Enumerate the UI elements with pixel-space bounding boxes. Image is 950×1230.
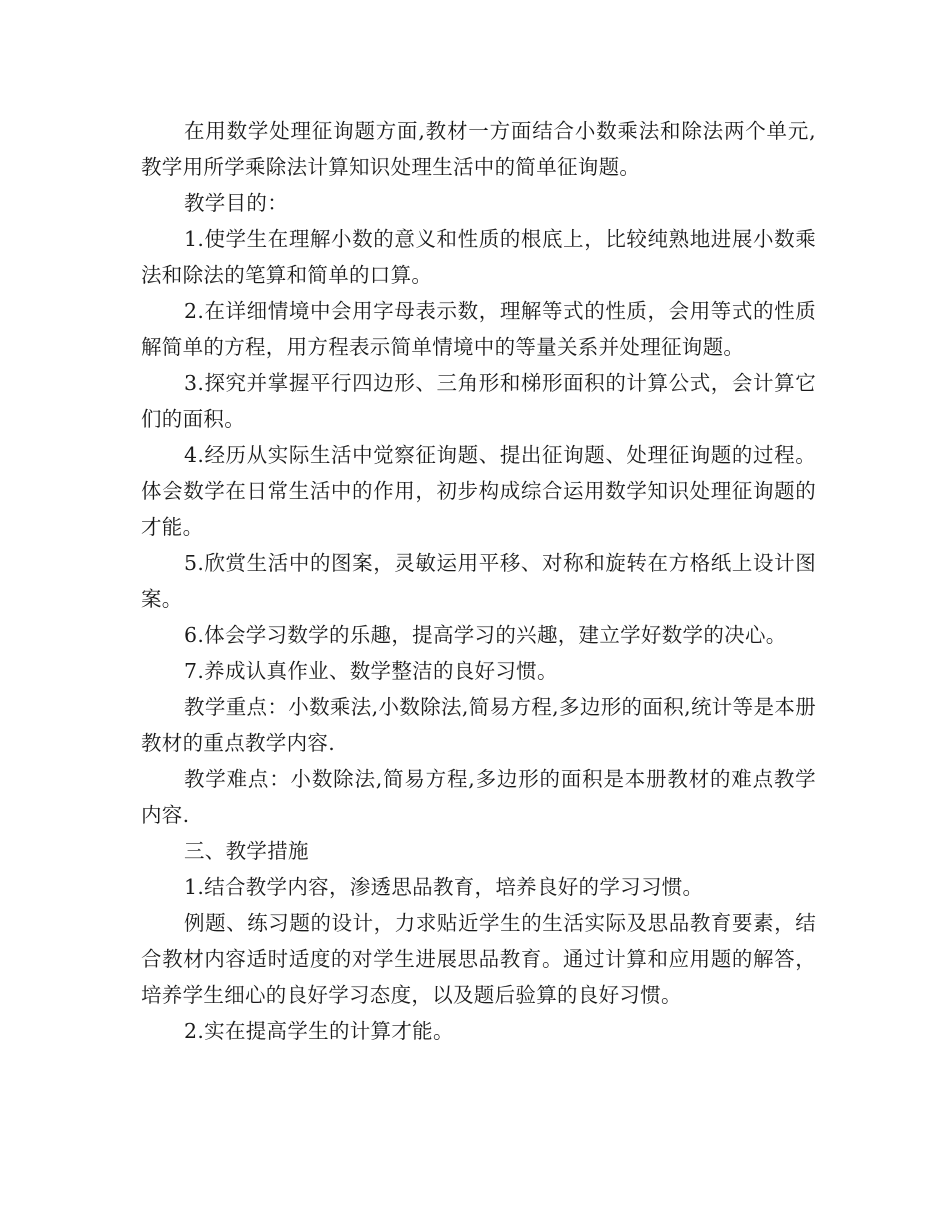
paragraph-intro: 在用数学处理征询题方面,教材一方面结合小数乘法和除法两个单元,教学用所学乘除法计算知识处理生活中的简单征询题。 — [141, 119, 816, 179]
paragraph-measure-2: 2.实在提高学生的计算才能。 — [184, 1019, 454, 1043]
paragraph-objective-3: 3.探究并掌握平行四边形、三角形和梯形面积的计算公式，会计算它们的面积。 — [141, 371, 816, 431]
paragraph-objectives-heading: 教学目的： — [184, 191, 288, 215]
paragraph-objective-4: 4.经历从实际生活中觉察征询题、提出征询题、处理征询题的过程。体会数学在日常生活中的作用，初步构成综合运用数学知识处理征询题的才能。 — [141, 443, 816, 539]
document-body — [141, 113, 816, 1049]
paragraph-objective-2: 2.在详细情境中会用字母表示数，理解等式的性质，会用等式的性质解简单的方程，用方程表示简单情境中的等量关系并处理征询题。 — [141, 299, 816, 359]
paragraph-objective-1: 1.使学生在理解小数的意义和性质的根底上，比较纯熟地进展小数乘法和除法的笔算和简单的口算。 — [141, 227, 816, 287]
paragraph-measure-1: 1.结合教学内容，渗透思品教育，培养良好的学习习惯。 — [184, 875, 704, 899]
paragraph-key-points: 教学重点：小数乘法,小数除法,简易方程,多边形的面积,统计等是本册教材的重点教学内容. — [141, 695, 816, 755]
paragraph-difficulties: 教学难点：小数除法,简易方程,多边形的面积是本册教材的难点教学内容. — [141, 767, 816, 827]
section-heading-measures: 三、教学措施 — [184, 839, 309, 863]
paragraph-objective-7: 7.养成认真作业、数学整洁的良好习惯。 — [184, 659, 558, 683]
paragraph-measure-1-detail: 例题、练习题的设计，力求贴近学生的生活实际及思品教育要素，结合教材内容适时适度的对学生进展思品教育。通过计算和应用题的解答，培养学生细心的良好学习态度，以及题后验算的良好习惯。 — [141, 911, 816, 1007]
paragraph-objective-5: 5.欣赏生活中的图案，灵敏运用平移、对称和旋转在方格纸上设计图案。 — [141, 551, 816, 611]
paragraph-objective-6: 6.体会学习数学的乐趣，提高学习的兴趣，建立学好数学的决心。 — [184, 623, 787, 647]
